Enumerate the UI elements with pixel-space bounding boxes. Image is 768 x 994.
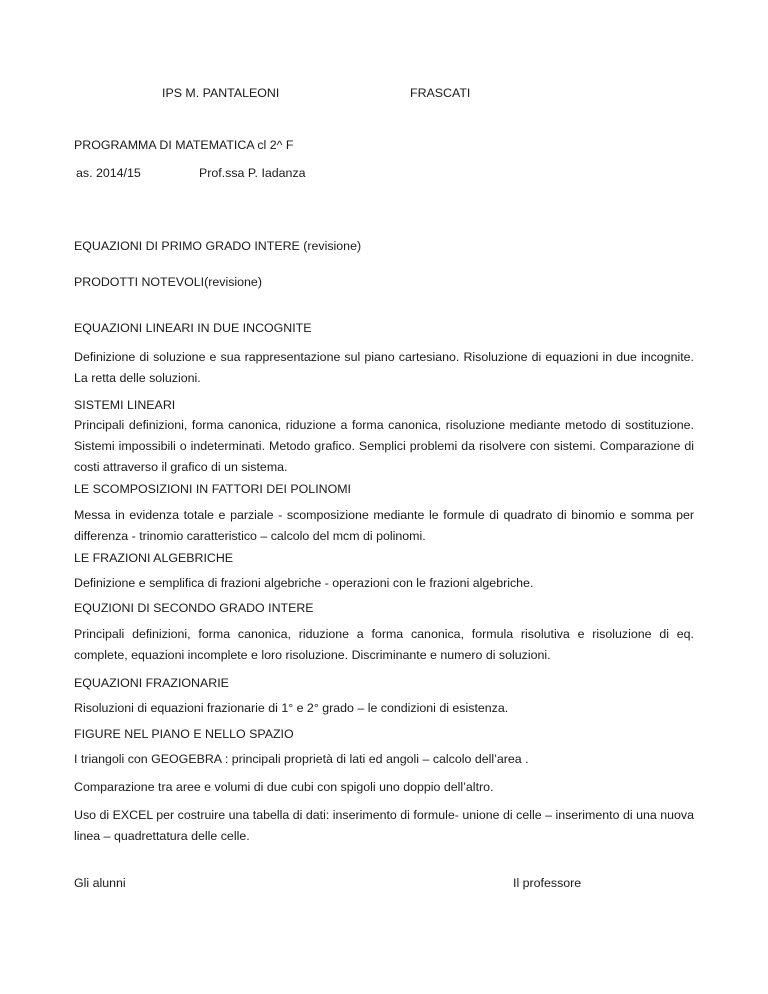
professor-signature-label: Il professore: [513, 876, 582, 890]
section-eq-lineari-title: EQUAZIONI LINEARI IN DUE INCOGNITE: [74, 321, 312, 335]
city-name: FRASCATI: [410, 86, 471, 100]
section-figure-body-1: I triangoli con GEOGEBRA : principali proprietà di lati ed angoli – calcolo dell’area .: [74, 752, 529, 766]
section-prodotti-notevoli: PRODOTTI NOTEVOLI(revisione): [74, 275, 262, 289]
section-scomposizioni-body: Messa in evidenza totale e parziale - scomposizione mediante le formule di quadrato di binomio e somma per differenza - trinomio caratteristico – calcolo del mcm di polinomi.: [74, 508, 694, 543]
section-figure-body-2: Comparazione tra aree e volumi di due cubi con spigoli uno doppio dell’altro.: [74, 780, 494, 794]
section-frazioni-title: LE FRAZIONI ALGEBRICHE: [74, 551, 234, 565]
section-eq-primo-grado: EQUAZIONI DI PRIMO GRADO INTERE (revisione): [74, 239, 362, 253]
section-frazioni-body: Definizione e semplifica di frazioni algebriche - operazioni con le frazioni algebriche.: [74, 576, 534, 590]
section-eq-lineari-body: Definizione di soluzione e sua rappresentazione sul piano cartesiano. Risoluzione di equazioni in due incognite. La retta delle soluzioni.: [74, 350, 694, 385]
section-frazionarie-title: EQUAZIONI FRAZIONARIE: [74, 676, 229, 690]
section-figure-title: FIGURE NEL PIANO E NELLO SPAZIO: [74, 727, 294, 741]
section-frazionarie-body: Risoluzioni di equazioni frazionarie di 1° e 2° grado – le condizioni di esistenza.: [74, 701, 509, 715]
school-year: as. 2014/15: [76, 166, 141, 180]
program-title: PROGRAMMA DI MATEMATICA cl 2^ F: [74, 138, 294, 152]
section-sistemi-title: SISTEMI LINEARI: [74, 398, 176, 412]
school-name: IPS M. PANTALEONI: [162, 86, 280, 100]
section-secondo-grado-title: EQUZIONI DI SECONDO GRADO INTERE: [74, 601, 314, 615]
students-signature-label: Gli alunni: [74, 876, 126, 890]
section-scomposizioni-title: LE SCOMPOSIZIONI IN FATTORI DEI POLINOMI: [74, 482, 351, 496]
section-secondo-grado-body: Principali definizioni, forma canonica, riduzione a forma canonica, formula risolutiva e risoluzione di eq. complete, equazioni incomplete e loro risoluzione. Discriminante e numero di soluzioni.: [74, 627, 694, 662]
section-sistemi-body: Principali definizioni, forma canonica, riduzione a forma canonica, risoluzione mediante metodo di sostituzione. Sistemi impossibili o indeterminati. Metodo grafico. Semplici problemi da risolvere con sistemi. Comparazione di costi attraverso il grafico di un sistema.: [74, 418, 694, 474]
section-figure-body-3: Uso di EXCEL per costruire una tabella di dati: inserimento di formule- unione di celle – inserimento di una nuova linea – quadrettatura delle celle.: [74, 808, 694, 843]
teacher-name: Prof.ssa P. Iadanza: [199, 166, 306, 180]
